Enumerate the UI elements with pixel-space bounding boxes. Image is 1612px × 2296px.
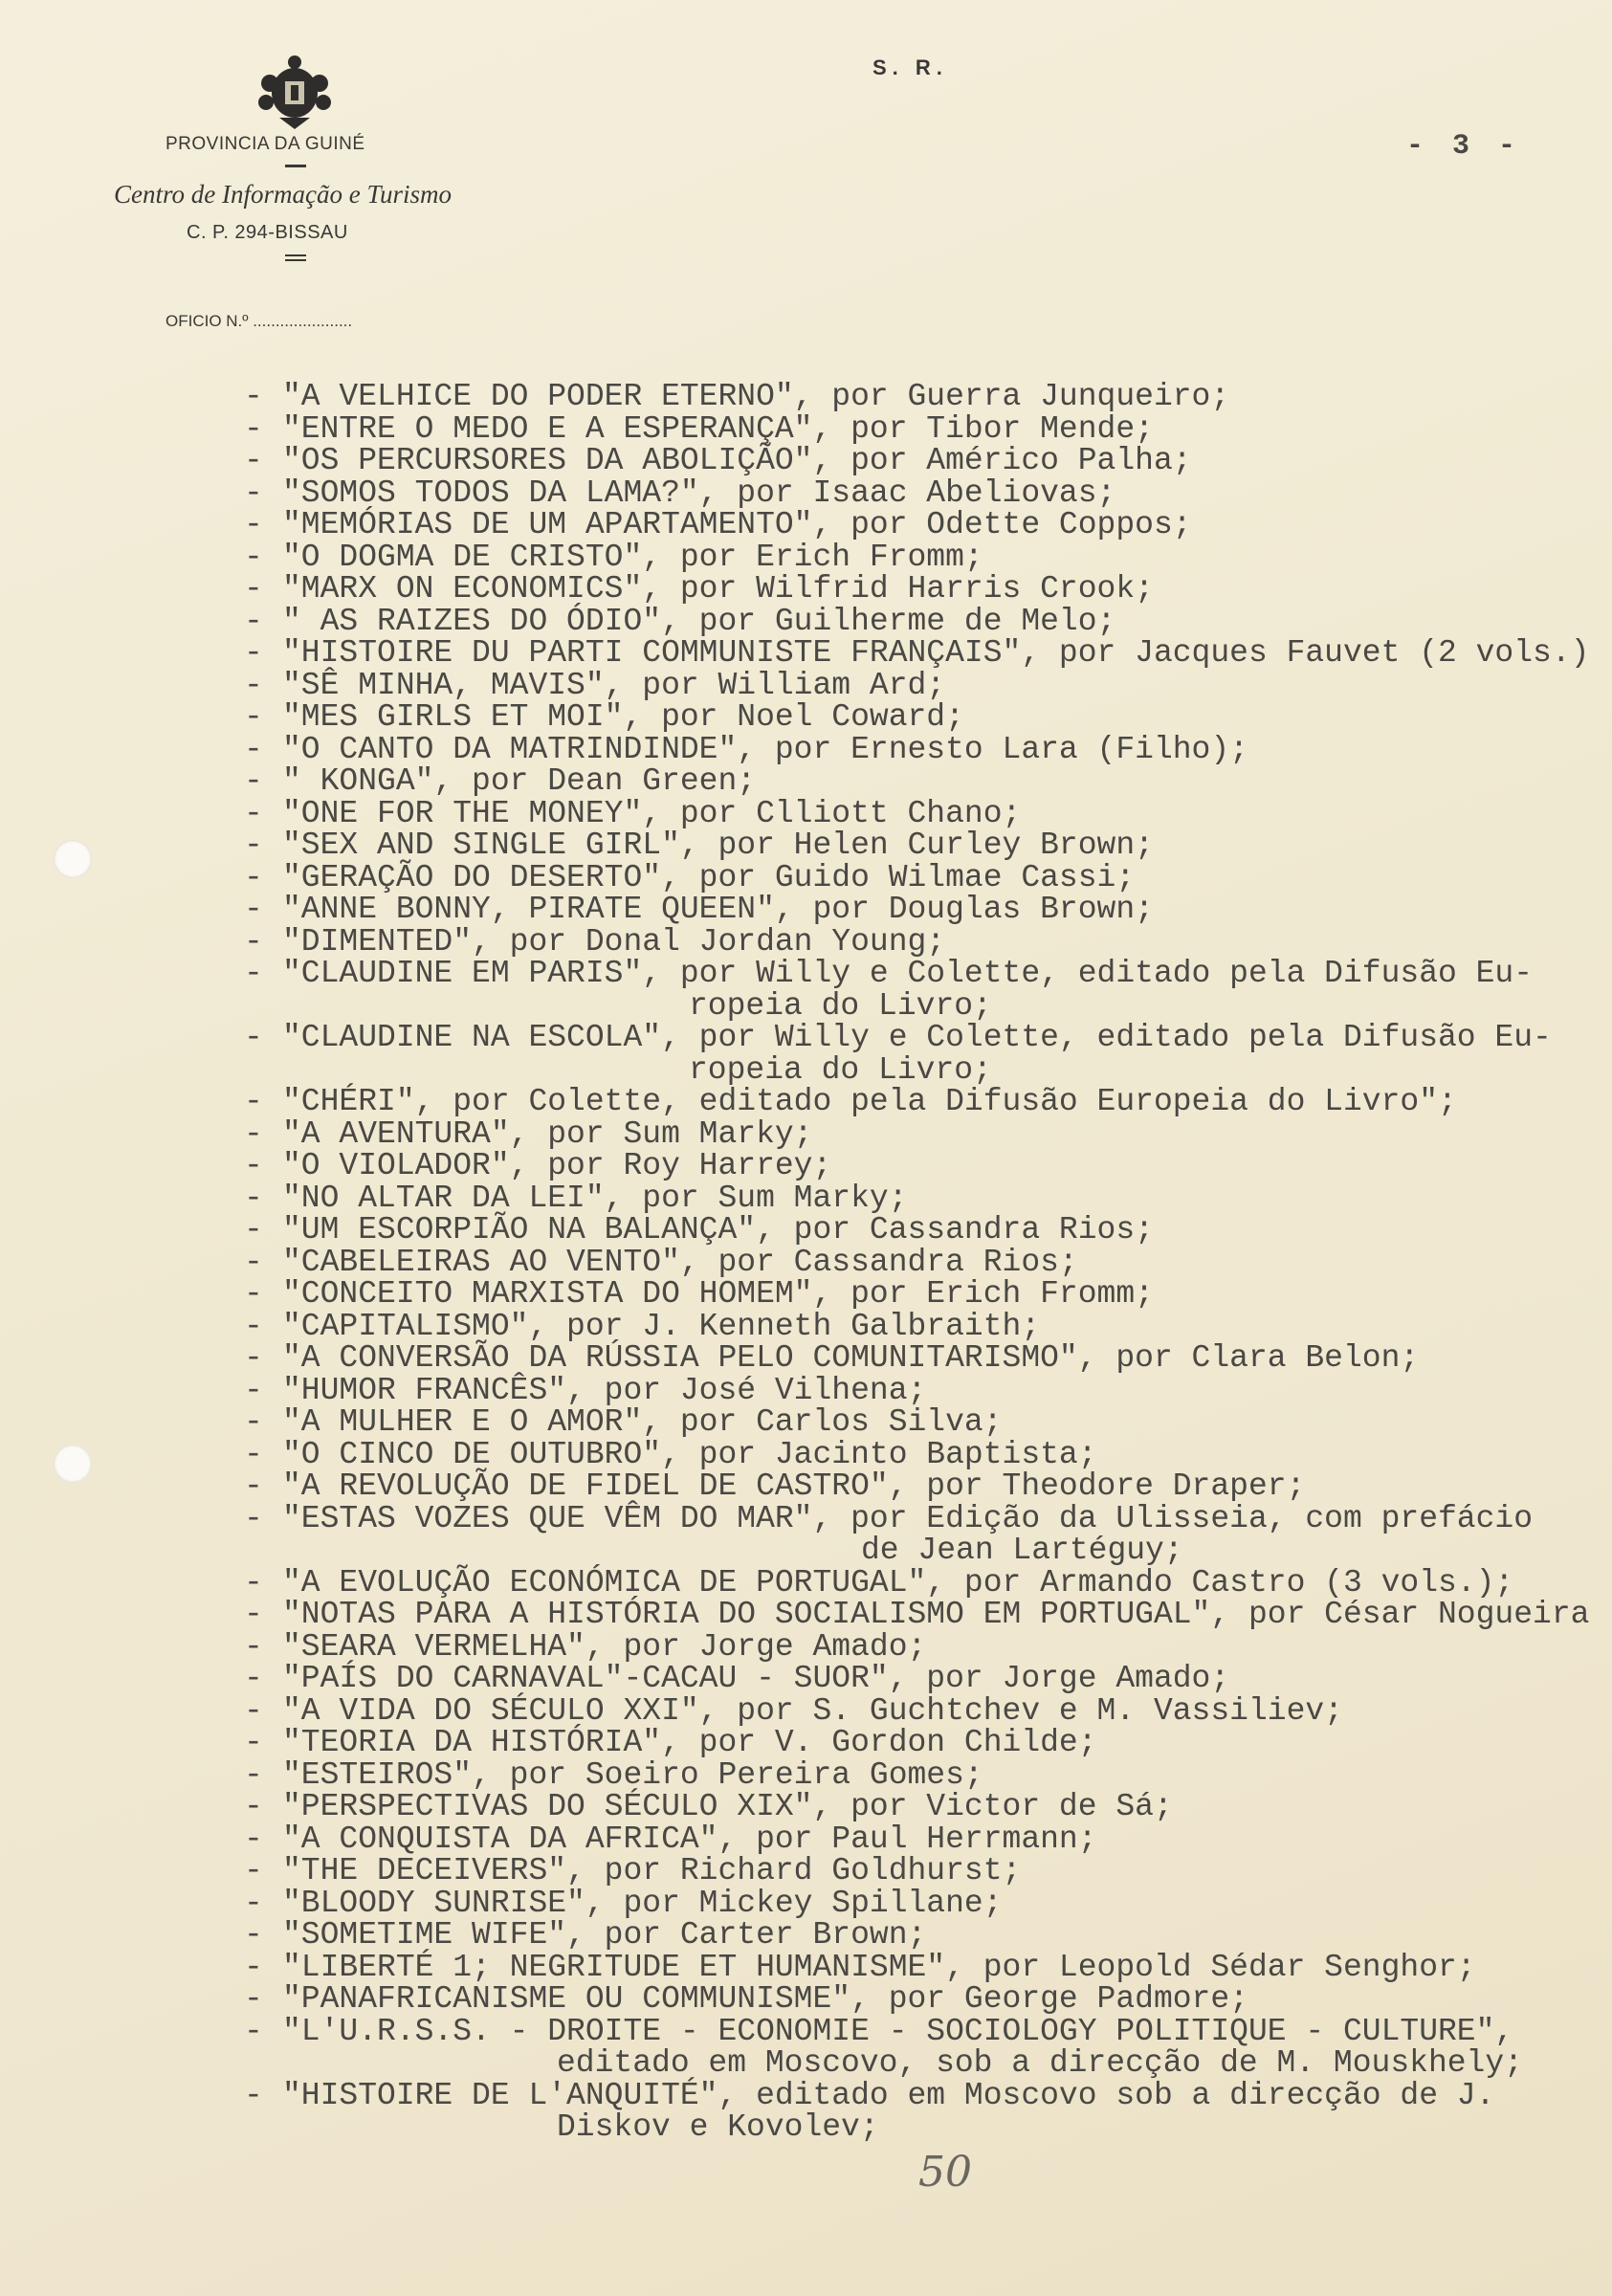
bullet-dash: - (244, 1789, 263, 1824)
list-item (244, 894, 1612, 926)
bullet-dash: - (244, 1756, 263, 1793)
list-item-text: "L'U.R.S.S. - DROITE - ECONOMIE - SOCIOLOGY POLITIQUE - CULTURE", (282, 2013, 1514, 2049)
list-item-text: "BLOODY SUNRISE", por Mickey Spillane; (282, 1885, 1003, 1921)
list-item-text: "A AVENTURA", por Sum Marky; (282, 1115, 813, 1152)
list-item (244, 1086, 1612, 1118)
list-item (244, 1823, 1612, 1856)
divider (285, 259, 306, 261)
list-item-continuation: ropeia do Livro; (689, 987, 992, 1024)
bullet-dash: - (244, 699, 263, 735)
list-item-text: "UM ESCORPIÃO NA BALANÇA", por Cassandra Rios; (282, 1212, 1154, 1247)
bullet-dash: - (244, 1115, 263, 1152)
bullet-dash: - (244, 795, 263, 831)
bullet-dash: - (244, 443, 263, 478)
bullet-dash: - (244, 1276, 263, 1312)
list-item-text: "PANAFRICANISME OU COMMUNISME", por George Padmore; (282, 1981, 1248, 2017)
list-item-text: "CLAUDINE EM PARIS", por Willy e Colette, editado pela Difusão Eu- (282, 956, 1534, 991)
bullet-dash: - (244, 1821, 263, 1857)
list-item (244, 541, 1612, 574)
list-item-text: "SÊ MINHA, MAVIS", por William Ard; (282, 667, 946, 703)
handwritten-note: 50 (918, 2148, 972, 2197)
list-item-text: "HISTOIRE DU PARTI COMMUNISTE FRANÇAIS", por Jacques Fauvet (2 vols.) (282, 635, 1590, 671)
punch-hole (54, 1445, 92, 1483)
list-item (244, 923, 1612, 960)
list-item-text: "CONCEITO MARXISTA DO HOMEM", por Erich Fromm; (282, 1276, 1154, 1312)
list-item-text: "SEX AND SINGLE GIRL", por Helen Curley Brown; (282, 828, 1154, 863)
list-item (244, 637, 1612, 670)
list-item-continuation: ropeia do Livro; (689, 1051, 992, 1088)
list-item-text: "A VIDA DO SÉCULO XXI", por S. Guchtchev e M. Vassiliev; (282, 1692, 1343, 1729)
bullet-dash: - (244, 667, 263, 703)
bullet-dash: - (244, 1692, 263, 1729)
bullet-dash: - (244, 1661, 263, 1696)
list-item-text: "MEMÓRIAS DE UM APARTAMENTO", por Odette Coppos; (282, 507, 1192, 542)
list-item (244, 701, 1612, 734)
bullet-dash: - (244, 2013, 263, 2049)
list-item (244, 1244, 1612, 1280)
list-item-text: "SOMETIME WIFE", por Carter Brown; (282, 1917, 927, 1953)
bullet-dash: - (244, 1148, 263, 1183)
classification-mark: S. R. (872, 55, 948, 79)
list-item-text: "A CONQUISTA DA AFRICA", por Paul Herrmann; (282, 1821, 1097, 1857)
list-item (244, 765, 1612, 798)
list-item-text: "DIMENTED", por Donal Jordan Young; (282, 923, 946, 960)
list-item-text: "OS PERCURSORES DA ABOLIÇÃO", por Américo Palha; (282, 443, 1192, 478)
bullet-dash: - (244, 923, 263, 960)
punch-hole (54, 840, 92, 878)
list-item (244, 1470, 1612, 1503)
bullet-dash: - (244, 379, 263, 414)
list-item-text: "HUMOR FRANCÊS", por José Vilhena; (282, 1372, 927, 1408)
list-item (244, 1628, 1612, 1665)
letterhead-address: C. P. 294-BISSAU (187, 222, 348, 243)
bullet-dash: - (244, 1917, 263, 1953)
list-item (244, 1855, 1612, 1888)
list-item (244, 1756, 1612, 1793)
bullet-dash: - (244, 1725, 263, 1760)
list-item (244, 1949, 1612, 1985)
bullet-dash: - (244, 1372, 263, 1408)
list-item-text: "O CANTO DA MATRINDINDE", por Ernesto Lara (Filho); (282, 731, 1248, 767)
bullet-dash: - (244, 1853, 263, 1888)
letterhead-centre: Centro de Informação e Turismo (114, 180, 452, 209)
bullet-dash: - (244, 1180, 263, 1216)
bullet-dash: - (244, 410, 263, 447)
list-item (244, 859, 1612, 895)
list-item-text: "O VIOLADOR", por Roy Harrey; (282, 1148, 832, 1183)
list-item-text: "HISTOIRE DE L'ANQUITÉ", editado em Moscovo sob a direcção de J. (282, 2077, 1495, 2113)
list-item-text: "CABELEIRAS AO VENTO", por Cassandra Rios; (282, 1244, 1078, 1280)
list-item (244, 1436, 1612, 1472)
bullet-dash: - (244, 763, 263, 799)
bullet-dash: - (244, 635, 263, 671)
list-item (244, 1500, 1612, 1536)
bullet-dash: - (244, 1949, 263, 1985)
divider (285, 254, 306, 256)
list-item (244, 1150, 1612, 1182)
list-item (244, 1983, 1612, 2016)
list-item-text: "PERSPECTIVAS DO SÉCULO XIX", por Victor de Sá; (282, 1789, 1173, 1824)
list-item (244, 1342, 1612, 1375)
list-item-text: "LIBERTÉ 1; NEGRITUDE ET HUMANISME", por Leopold Sédar Senghor; (282, 1949, 1476, 1985)
list-item (244, 1791, 1612, 1823)
bullet-dash: - (244, 956, 263, 991)
list-item (244, 509, 1612, 541)
list-item (244, 1372, 1612, 1408)
list-item-continuation: editado em Moscovo, sob a direcção de M. Mouskhely; (557, 2045, 1523, 2081)
list-item (244, 2077, 1612, 2113)
list-item (244, 1692, 1612, 1729)
divider (285, 165, 306, 167)
bullet-dash: - (244, 1244, 263, 1280)
bullet-dash: - (244, 828, 263, 863)
coat-of-arms-icon (251, 53, 339, 131)
list-item (244, 1406, 1612, 1439)
list-item-text: "NOTAS PARA A HISTÓRIA DO SOCIALISMO EM PORTUGAL", por César Nogueira (282, 1597, 1590, 1632)
list-item-text: "ANNE BONNY, PIRATE QUEEN", por Douglas Brown; (282, 892, 1154, 927)
list-item (244, 1727, 1612, 1759)
list-item-text: "NO ALTAR DA LEI", por Sum Marky; (282, 1180, 908, 1216)
bullet-dash: - (244, 475, 263, 511)
list-item-text: "A EVOLUÇÃO ECONÓMICA DE PORTUGAL", por Armando Castro (3 vols.); (282, 1564, 1514, 1601)
bullet-dash: - (244, 603, 263, 639)
bullet-dash: - (244, 1597, 263, 1632)
book-list (244, 381, 1612, 2144)
list-item (244, 477, 1612, 510)
list-item (244, 1599, 1612, 1631)
list-item-text: "THE DECEIVERS", por Richard Goldhurst; (282, 1853, 1022, 1888)
bullet-dash: - (244, 571, 263, 607)
list-item (244, 829, 1612, 862)
bullet-dash: - (244, 1564, 263, 1601)
list-item-continuation: de Jean Lartéguy; (861, 1533, 1183, 1568)
list-item-text: "A CONVERSÃO DA RÚSSIA PELO COMUNITARISMO", por Clara Belon; (282, 1340, 1420, 1376)
list-item (244, 1919, 1612, 1952)
list-item (244, 1022, 1612, 1054)
list-item (244, 1663, 1612, 1695)
list-item-text: "O CINCO DE OUTUBRO", por Jacinto Baptista; (282, 1436, 1097, 1472)
list-item (244, 1278, 1612, 1311)
list-item-text: "ESTAS VOZES QUE VÊM DO MAR", por Edição da Ulisseia, com prefácio (282, 1500, 1534, 1536)
list-item-continuation: Diskov e Kovolev; (557, 2109, 879, 2145)
list-item (244, 1564, 1612, 1601)
list-item-text: "ONE FOR THE MONEY", por Clliott Chano; (282, 795, 1022, 831)
list-item (244, 381, 1612, 413)
list-item-text: "O DOGMA DE CRISTO", por Erich Fromm; (282, 539, 983, 575)
bullet-dash: - (244, 539, 263, 575)
bullet-dash: - (244, 1020, 263, 1055)
list-item-text: "PAÍS DO CARNAVAL"-CACAU - SUOR", por Jorge Amado; (282, 1661, 1230, 1696)
bullet-dash: - (244, 1404, 263, 1440)
bullet-dash: - (244, 1308, 263, 1344)
list-item-text: "CHÉRI", por Colette, editado pela Difusão Europeia do Livro"; (282, 1084, 1457, 1119)
bullet-dash: - (244, 1981, 263, 2017)
list-item-text: "A REVOLUÇÃO DE FIDEL DE CASTRO", por Theodore Draper; (282, 1468, 1306, 1504)
bullet-dash: - (244, 1500, 263, 1536)
list-item-text: "MES GIRLS ET MOI", por Noel Coward; (282, 699, 964, 735)
bullet-dash: - (244, 1340, 263, 1376)
bullet-dash: - (244, 507, 263, 542)
bullet-dash: - (244, 892, 263, 927)
bullet-dash: - (244, 2077, 263, 2113)
bullet-dash: - (244, 1212, 263, 1247)
bullet-dash: - (244, 731, 263, 767)
list-item (244, 1214, 1612, 1247)
list-item (244, 731, 1612, 767)
list-item-text: "GERAÇÃO DO DESERTO", por Guido Wilmae Cassi; (282, 859, 1136, 895)
list-item (244, 445, 1612, 477)
list-item (244, 795, 1612, 831)
list-item-text: "ENTRE O MEDO E A ESPERANÇA", por Tibor Mende; (282, 410, 1154, 447)
bullet-dash: - (244, 1468, 263, 1504)
bullet-dash: - (244, 1628, 263, 1665)
list-item (244, 603, 1612, 639)
list-item-text: "TEORIA DA HISTÓRIA", por V. Gordon Childe; (282, 1725, 1097, 1760)
list-item-text: "CAPITALISMO", por J. Kenneth Galbraith; (282, 1308, 1041, 1344)
list-item-text: " AS RAIZES DO ÓDIO", por Guilherme de Melo; (282, 603, 1116, 639)
list-item-text: "ESTEIROS", por Soeiro Pereira Gomes; (282, 1756, 983, 1793)
list-item (244, 667, 1612, 703)
list-item (244, 1308, 1612, 1344)
list-item (244, 410, 1612, 447)
list-item-text: " KONGA", por Dean Green; (282, 763, 757, 799)
list-item-text: "A VELHICE DO PODER ETERNO", por Guerra Junqueiro; (282, 379, 1230, 414)
bullet-dash: - (244, 859, 263, 895)
bullet-dash: - (244, 1436, 263, 1472)
bullet-dash: - (244, 1885, 263, 1921)
list-item-text: "A MULHER E O AMOR", por Carlos Silva; (282, 1404, 1003, 1440)
list-item-text: "MARX ON ECONOMICS", por Wilfrid Harris Crook; (282, 571, 1154, 607)
list-item-text: "CLAUDINE NA ESCOLA", por Willy e Colette, editado pela Difusão Eu- (282, 1020, 1552, 1055)
list-item-text: "SEARA VERMELHA", por Jorge Amado; (282, 1628, 927, 1665)
list-item (244, 2013, 1612, 2049)
list-item (244, 1885, 1612, 1921)
list-item (244, 1115, 1612, 1152)
list-item (244, 958, 1612, 990)
oficio-number-field: OFICIO N.º ...................... (166, 312, 353, 330)
list-item-text: "SOMOS TODOS DA LAMA?", por Isaac Abeliovas; (282, 475, 1116, 511)
letterhead-province: PROVINCIA DA GUINÉ (166, 134, 365, 154)
page-number: - 3 - (1406, 130, 1522, 163)
list-item (244, 573, 1612, 606)
list-item (244, 1182, 1612, 1215)
bullet-dash: - (244, 1084, 263, 1119)
